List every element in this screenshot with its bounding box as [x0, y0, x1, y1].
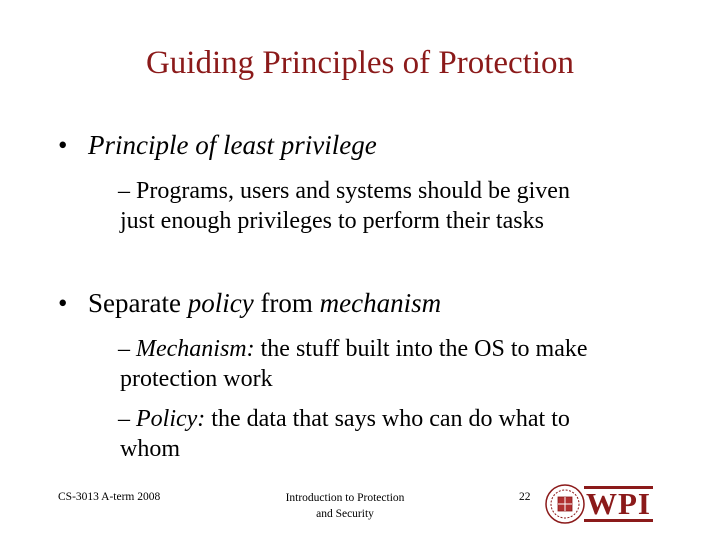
- footer-course: CS-3013 A-term 2008: [58, 491, 161, 503]
- sub-bullet-least-privilege: [118, 176, 678, 236]
- sub-bullet-policy: [118, 404, 678, 464]
- bullet-text-mechanism: mechanism: [319, 288, 442, 318]
- sub-bullet-mechanism: [118, 334, 678, 394]
- dash: –: [118, 406, 130, 432]
- wpi-logo: WPI: [586, 486, 651, 521]
- sub-line-2: just enough privileges to perform their tasks: [120, 208, 544, 234]
- sub-line-1: – Programs, users and systems should be given: [118, 178, 570, 204]
- bullet-dot: •: [58, 288, 68, 318]
- bullet-text: Principle of least privilege: [88, 130, 377, 160]
- footer-topic-line-2: and Security: [316, 507, 374, 520]
- wpi-seal-icon: [545, 484, 585, 524]
- footer-topic: [270, 491, 420, 522]
- page-number: 22: [519, 491, 531, 503]
- bullet-least-privilege: [58, 129, 377, 161]
- sub-line-1: [118, 404, 678, 434]
- sub-label: Mechanism:: [136, 336, 255, 362]
- sub-text: the stuff built into the OS to make: [254, 336, 588, 362]
- footer-topic-line-1: Introduction to Protection: [285, 492, 405, 504]
- bullet-separate-policy: [58, 287, 441, 319]
- sub-label: Policy:: [136, 406, 206, 432]
- slide-title: Guiding Principles of Protection: [145, 45, 575, 81]
- bullet-dot: •: [58, 130, 68, 160]
- sub-text: the data that says who can do what to: [205, 406, 570, 432]
- sub-line-1: [118, 334, 678, 364]
- bullet-text-mid: from: [253, 288, 320, 318]
- bullet-text-pre: Separate: [88, 288, 188, 318]
- sub-line-2: whom: [120, 436, 180, 462]
- bullet-text-policy: policy: [187, 288, 254, 318]
- sub-line-2: protection work: [120, 366, 273, 392]
- dash: –: [118, 336, 130, 362]
